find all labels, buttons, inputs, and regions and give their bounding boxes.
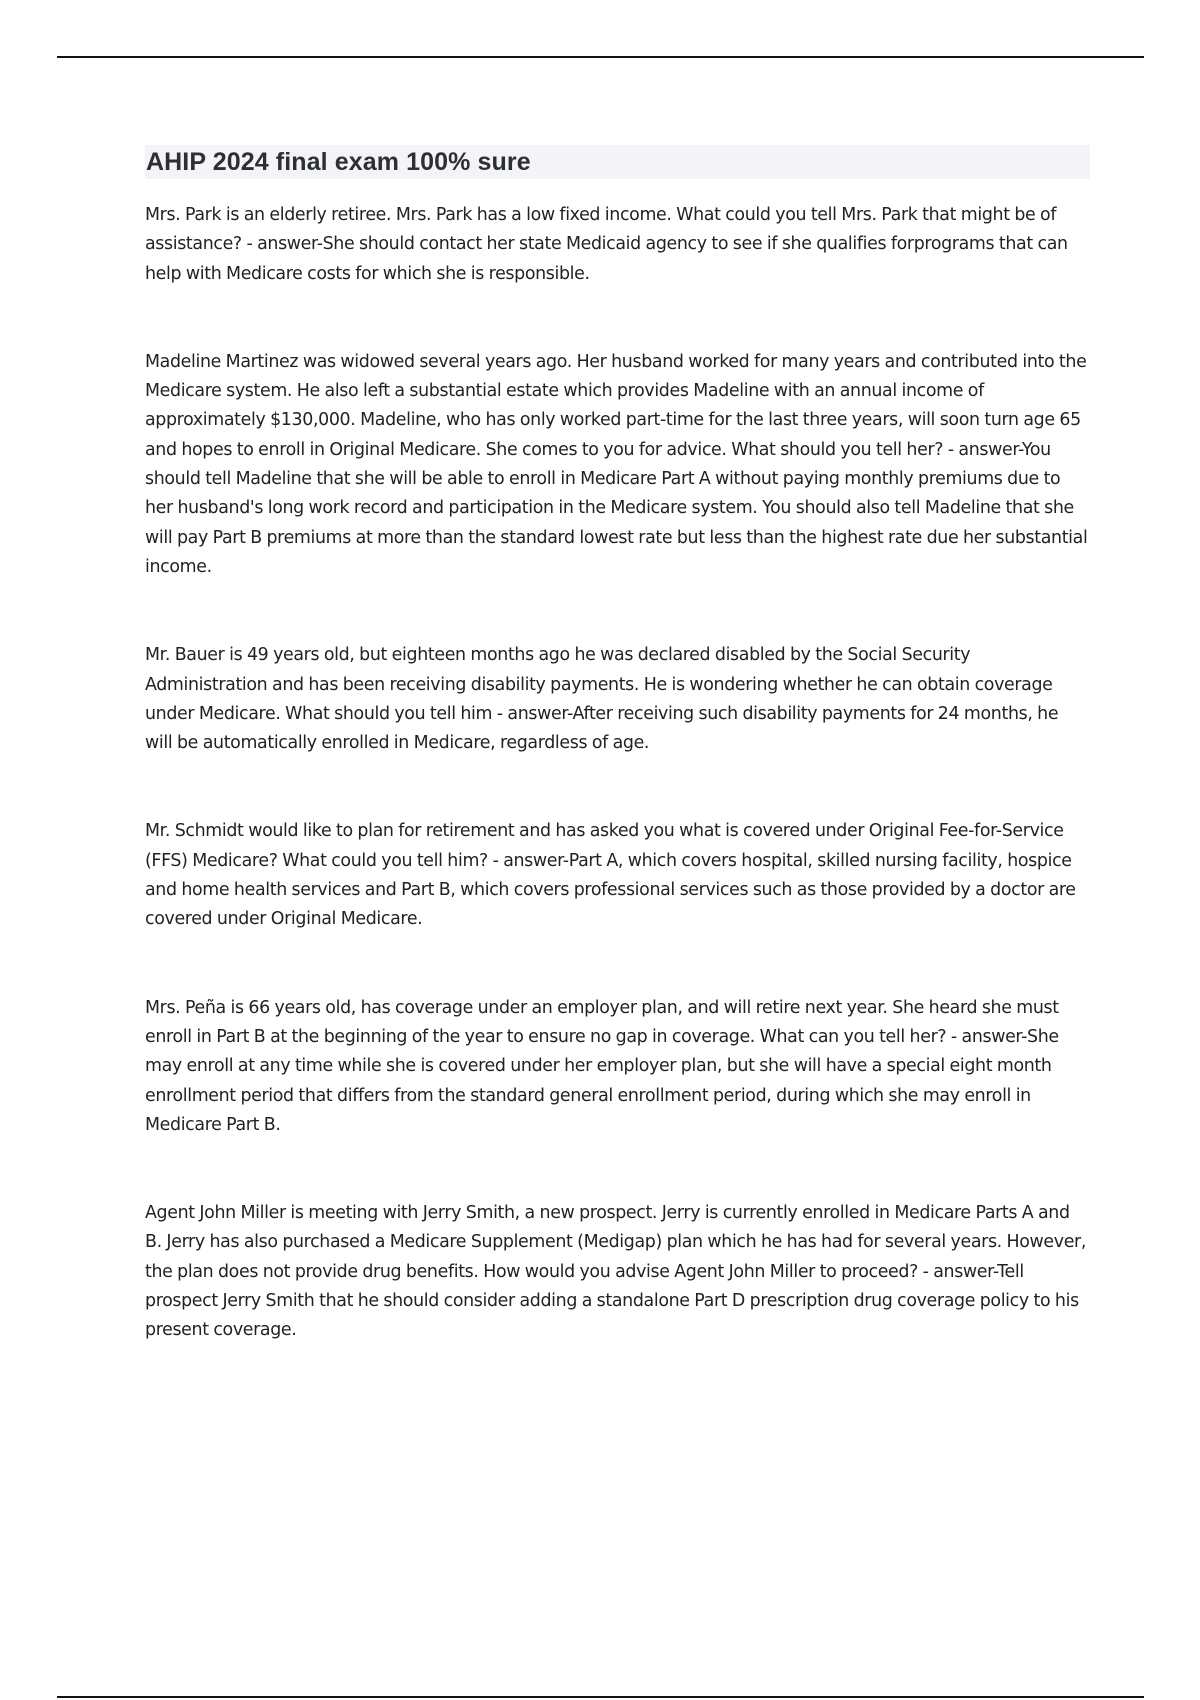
qa-entry-park: Mrs. Park is an elderly retiree. Mrs. Park has a low fixed income. What could you tell Mrs. Park that might be of assistance? - answer-She should contact her state Medicaid agency to see if she qualifies forprograms that can help with Medicare costs for which she is responsible.: [145, 205, 1068, 284]
qa-entry-martinez: Madeline Martinez was widowed several years ago. Her husband worked for many years and contributed into the Medicare system. He also left a substantial estate which provides Madeline with an annual income of approximately $130,000. Madeline, who has only worked part-time for the last three years, will soon turn age 65 and hopes to enroll in Original Medicare. She comes to you for advice. What should you tell her? - answer-You should tell Madeline that she will be able to enroll in Medicare Part A without paying monthly premiums due to her husband's long work record and participation in the Medicare system. You should also tell Madeline that she will pay Part B premiums at more than the standard lowest rate but less than the highest rate due her substantial income.: [145, 351, 1088, 577]
document-body: [145, 145, 1090, 1346]
bottom-rule: [57, 1696, 1144, 1698]
qa-entry-schmidt: Mr. Schmidt would like to plan for retirement and has asked you what is covered under Original Fee-for-Service (FFS) Medicare? What could you tell him? - answer-Part A, which covers hospital, skilled nursing facility, hospice and home health services and Part B, which covers professional services such as those provided by a doctor are covered under Original Medicare.: [145, 821, 1076, 930]
qa-entry-pena: Mrs. Peña is 66 years old, has coverage under an employer plan, and will retire next year. She heard she must enroll in Part B at the beginning of the year to ensure no gap in coverage. What can you tell her? - answer-She may enroll at any time while she is covered under her employer plan, but she will have a special eight month enrollment period that differs from the standard general enrollment period, during which she may enroll in Medicare Part B.: [145, 997, 1059, 1135]
qa-entry-miller: Agent John Miller is meeting with Jerry Smith, a new prospect. Jerry is currently enrolled in Medicare Parts A and B. Jerry has also purchased a Medicare Supplement (Medigap) plan which he has had for several years. However, the plan does not provide drug benefits. How would you advise Agent John Miller to proceed? - answer-Tell prospect Jerry Smith that he should consider adding a standalone Part D prescription drug coverage policy to his present coverage.: [145, 1203, 1087, 1341]
qa-entry-bauer: Mr. Bauer is 49 years old, but eighteen months ago he was declared disabled by the Social Security Administration and has been receiving disability payments. He is wondering whether he can obtain coverage under Medicare. What should you tell him - answer-After receiving such disability payments for 24 months, he will be automatically enrolled in Medicare, regardless of age.: [145, 645, 1059, 754]
document-title: AHIP 2024 final exam 100% sure: [146, 147, 531, 176]
top-rule: [57, 56, 1144, 58]
title-bar: [145, 145, 1090, 179]
